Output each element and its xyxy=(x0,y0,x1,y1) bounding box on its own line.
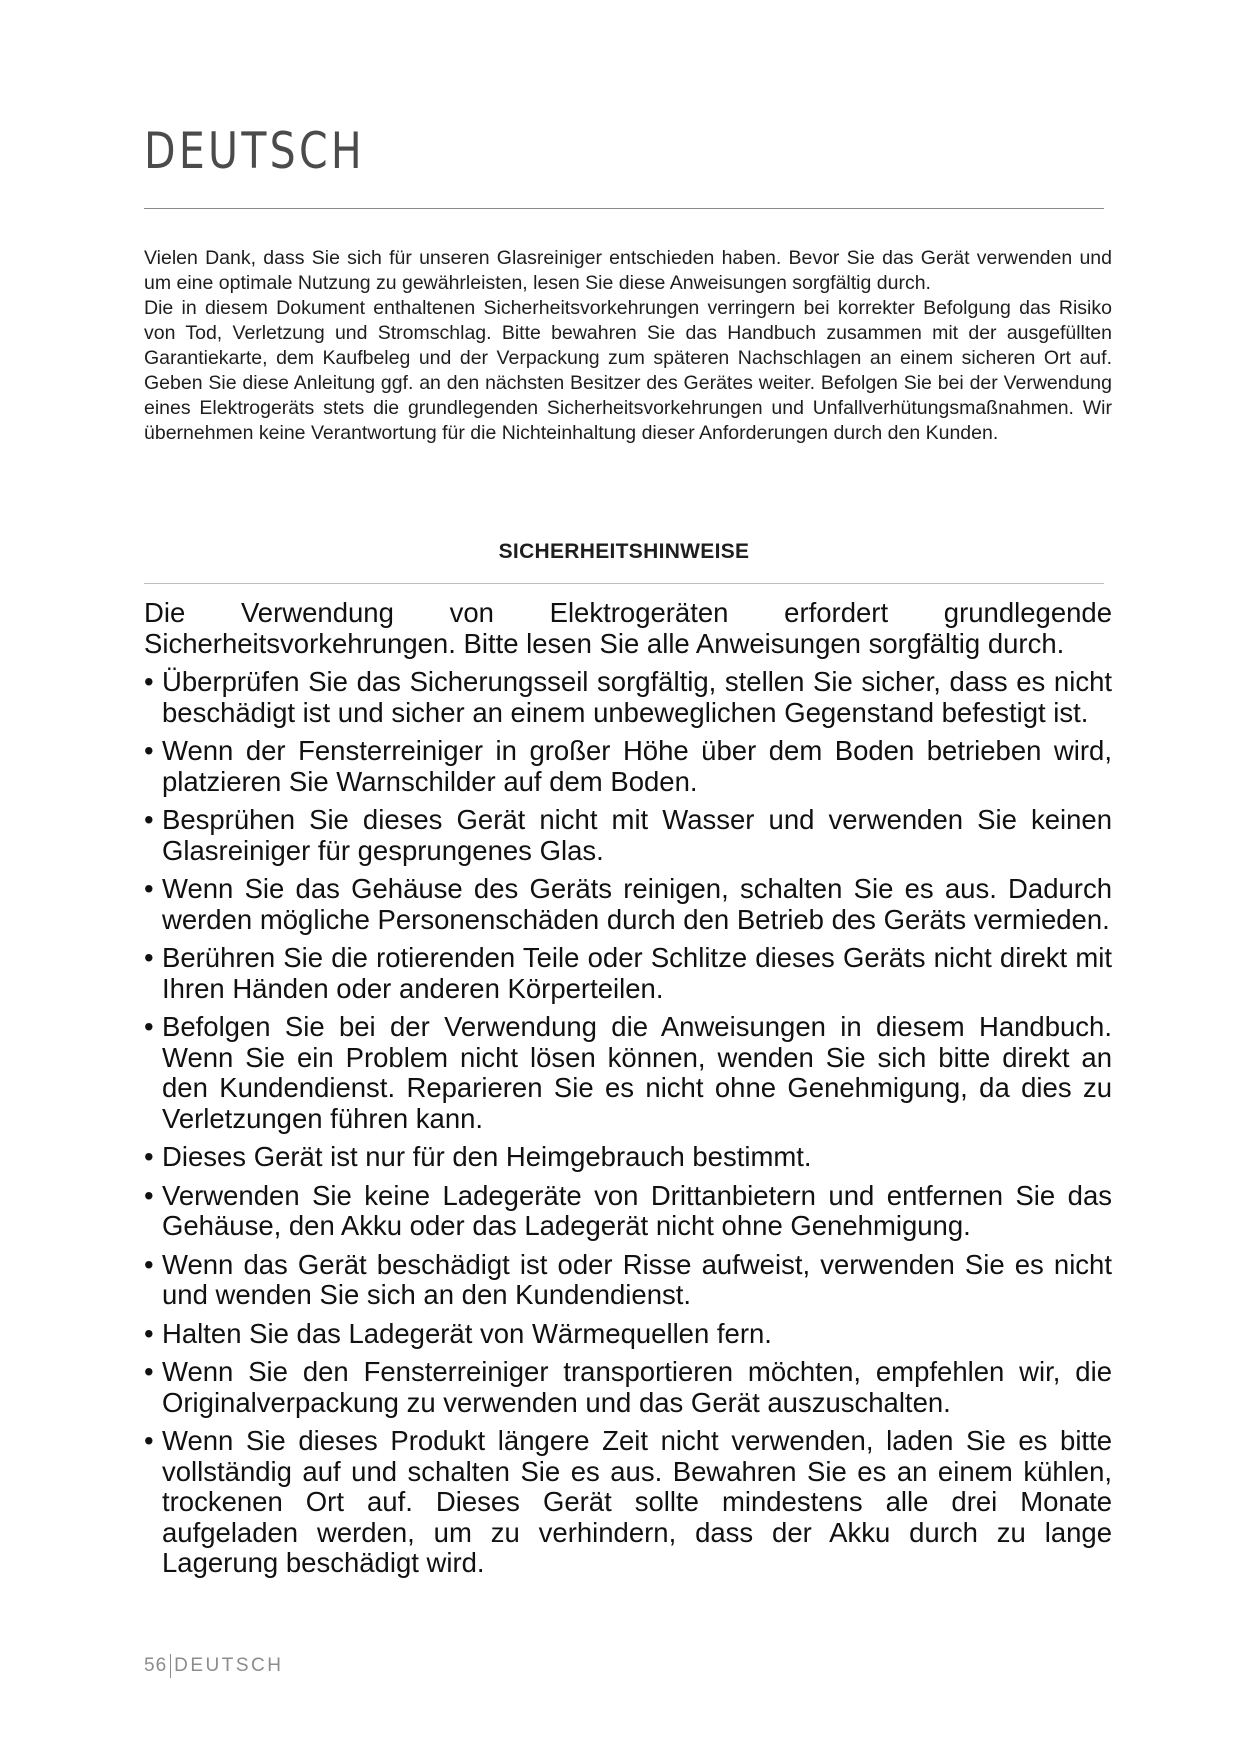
list-item-text: Wenn Sie das Gehäuse des Geräts reinigen, schalten Sie es aus. Dadurch werden mögliche Personenschäden durch den Betrieb des Geräts vermieden. xyxy=(162,873,1112,935)
list-item-text: Halten Sie das Ladegerät von Wärmequellen fern. xyxy=(162,1317,772,1349)
list-item-text: Dieses Gerät ist nur für den Heimgebrauch bestimmt. xyxy=(162,1141,812,1172)
list-item xyxy=(144,1319,1112,1350)
list-item xyxy=(144,805,1112,866)
list-item-text: Wenn der Fensterreiniger in großer Höhe über dem Boden betrieben wird, platzieren Sie Warnschilder auf dem Boden. xyxy=(162,735,1112,797)
list-item-text: Wenn das Gerät beschädigt ist oder Risse aufweist, verwenden Sie es nicht und wenden Sie sich an den Kundendienst. xyxy=(162,1248,1112,1310)
list-item xyxy=(144,736,1112,797)
bullet-icon: • xyxy=(144,1356,154,1387)
bullet-icon: • xyxy=(144,1317,154,1349)
safety-instructions xyxy=(144,598,1112,1587)
list-item xyxy=(144,1142,1112,1173)
bullet-icon: • xyxy=(144,1248,154,1280)
bullet-icon: • xyxy=(144,804,154,835)
section-divider xyxy=(144,583,1104,584)
footer-label: DEUTSCH xyxy=(174,1655,284,1676)
section-heading: SICHERHEITSHINWEISE xyxy=(498,540,750,563)
list-item-text: Besprühen Sie dieses Gerät nicht mit Wasser und verwenden Sie keinen Glasreiniger für gesprungenes Glas. xyxy=(162,804,1112,866)
list-item-text: Verwenden Sie keine Ladegeräte von Drittanbietern und entfernen Sie das Gehäuse, den Akku oder das Ladegerät nicht ohne Genehmigung. xyxy=(162,1179,1112,1241)
page-number: 56 xyxy=(144,1655,168,1676)
list-item-text: Wenn Sie den Fensterreiniger transportieren möchten, empfehlen wir, die Originalverpackung zu verwenden und das Gerät auszuschalten. xyxy=(162,1356,1112,1418)
list-item-text: Wenn Sie dieses Produkt längere Zeit nicht verwenden, laden Sie es bitte vollständig auf und schalten Sie es aus. Bewahren Sie es an einem kühlen, trockenen Ort auf. Dieses Gerät sollte mindestens alle drei Monate aufgeladen werden, um zu verhindern, dass der Akku durch zu lange Lagerung beschädigt wird. xyxy=(162,1425,1112,1578)
list-item xyxy=(144,1426,1112,1579)
list-item xyxy=(144,1181,1112,1242)
page-title: DEUTSCH xyxy=(144,122,365,180)
safety-list xyxy=(144,667,1112,1579)
list-item xyxy=(144,874,1112,935)
list-item xyxy=(144,1357,1112,1418)
page-footer xyxy=(144,1654,283,1678)
list-item xyxy=(144,1250,1112,1311)
bullet-icon: • xyxy=(144,1425,154,1456)
list-item xyxy=(144,943,1112,1004)
list-item-text: Berühren Sie die rotierenden Teile oder Schlitze dieses Geräts nicht direkt mit Ihren Händen oder anderen Körperteilen. xyxy=(162,942,1112,1004)
bullet-icon: • xyxy=(144,873,154,904)
bullet-icon: • xyxy=(144,942,154,973)
bullet-icon: • xyxy=(144,1179,154,1211)
list-item-text: Überprüfen Sie das Sicherungsseil sorgfältig, stellen Sie sicher, dass es nicht beschädigt ist und sicher an einem unbeweglichen Gegenstand befestigt ist. xyxy=(162,666,1112,728)
bullet-icon: • xyxy=(144,666,154,697)
list-item-text: Befolgen Sie bei der Verwendung die Anweisungen in diesem Handbuch. Wenn Sie ein Problem nicht lösen können, wenden Sie sich bitte direkt an den Kundendienst. Reparieren Sie es nicht ohne Genehmigung, da dies zu Verletzungen führen kann. xyxy=(162,1011,1112,1134)
bullet-icon: • xyxy=(144,1011,154,1042)
safety-lead: Die Verwendung von Elektrogeräten erfordert grundlegende Sicherheitsvorkehrungen. Bitte lesen Sie alle Anweisungen sorgfältig durch. xyxy=(144,597,1112,659)
title-divider xyxy=(144,208,1104,209)
list-item xyxy=(144,1012,1112,1134)
bullet-icon: • xyxy=(144,735,154,766)
intro-paragraph: Vielen Dank, dass Sie sich für unseren Glasreiniger entschieden haben. Bevor Sie das Gerät verwenden und um eine optimale Nutzung zu gewährleisten, lesen Sie diese Anweisungen sorgfältig durch. xyxy=(144,247,1112,294)
footer-divider xyxy=(170,1654,171,1678)
list-item xyxy=(144,667,1112,728)
intro-paragraph: Die in diesem Dokument enthaltenen Sicherheitsvorkehrungen verringern bei korrekter Befolgung das Risiko von Tod, Verletzung und Stromschlag. Bitte bewahren Sie das Handbuch zusammen mit der ausgefüllten Garantiekarte, dem Kaufbeleg und der Verpackung zum späteren Nachschlagen an einem sicheren Ort auf. Geben Sie diese Anleitung ggf. an den nächsten Besitzer des Gerätes weiter. Befolgen Sie bei der Verwendung eines Elektrogeräts stets die grundlegenden Sicherheitsvorkehrungen und Unfallverhütungsmaßnahmen. Wir übernehmen keine Verantwortung für die Nichteinhaltung dieser Anforderungen durch den Kunden. xyxy=(144,297,1112,444)
intro-text xyxy=(144,246,1112,446)
bullet-icon: • xyxy=(144,1141,154,1172)
